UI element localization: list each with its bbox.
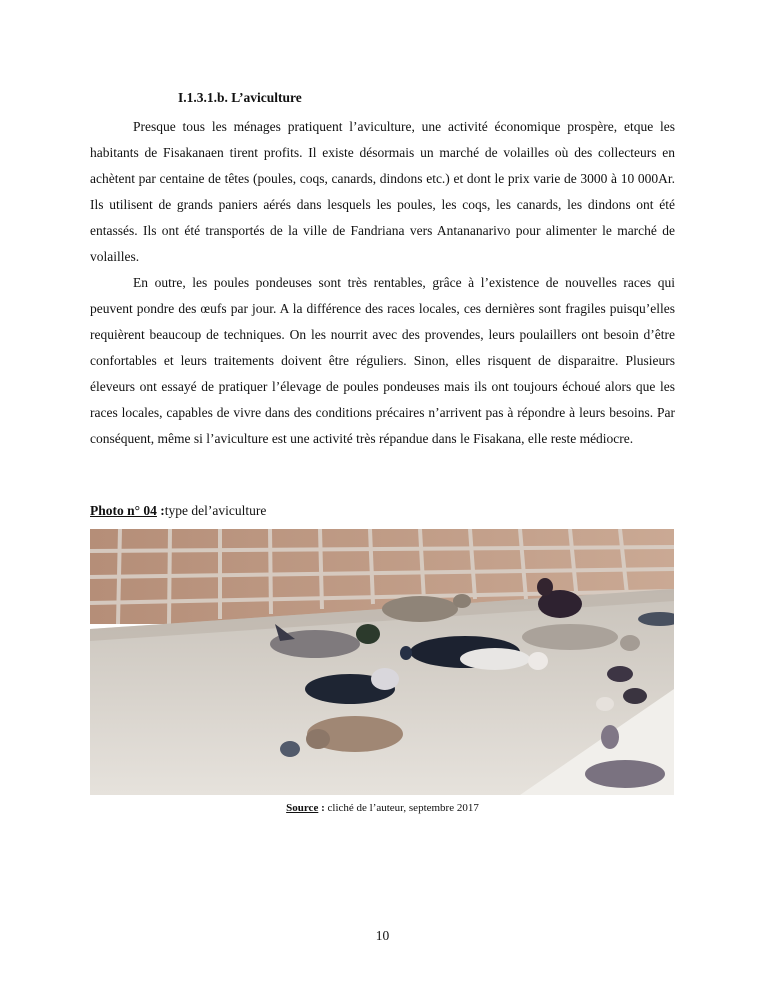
source-colon: :	[318, 802, 325, 814]
photo-caption-label: Photo n° 04	[90, 503, 157, 518]
paragraph-1: Presque tous les ménages pratiquent l’aviculture, une activité économique prospère, etque les habitants de Fisakanaen tirent profits. Il existe désormais un marché de volailles où des collecteurs en achètent par centaine de têtes (poules, coqs, canards, dindons etc.) et dont le prix varie de 3000 à 10 000Ar. Ils utilisent de grands paniers aérés dans lesquels les poules, les coqs, les canards, les dindons ont été entassés. Ils ont été transportés de la ville de Fandriana vers Antananarivo pour alimenter le marché de volailles.	[90, 119, 675, 264]
source-label: Source	[286, 802, 319, 814]
photo-caption-colon: :	[156, 503, 165, 518]
page-number: 10	[375, 928, 390, 943]
photo-caption	[90, 503, 266, 519]
body-text	[90, 114, 675, 452]
section-heading: I.1.3.1.b. L’aviculture	[178, 90, 302, 105]
poultry-photo	[90, 529, 674, 795]
photo-source	[0, 802, 765, 814]
paragraph-2: En outre, les poules pondeuses sont très rentables, grâce à l’existence de nouvelles races qui peuvent pondre des œufs par jour. A la différence des races locales, ces dernières sont fragiles puisqu’elles requièrent beaucoup de techniques. On les nourrit avec des provendes, leurs poulaillers ont besoin d’être confortables et leurs traitements doivent être réguliers. Sinon, elles risquent de disparaitre. Plusieurs éleveurs ont essayé de pratiquer l’élevage de poules pondeuses mais ils ont toujours échoué alors que les races locales, capables de vivre dans des conditions précaires n’arrivent pas à répondre à leurs besoins. Par conséquent, même si l’aviculture est une activité très répandue dans le Fisakana, elle reste médiocre.	[90, 275, 675, 446]
photo-caption-text: type del’aviculture	[164, 503, 267, 518]
source-text: cliché de l’auteur, septembre 2017	[324, 802, 479, 814]
